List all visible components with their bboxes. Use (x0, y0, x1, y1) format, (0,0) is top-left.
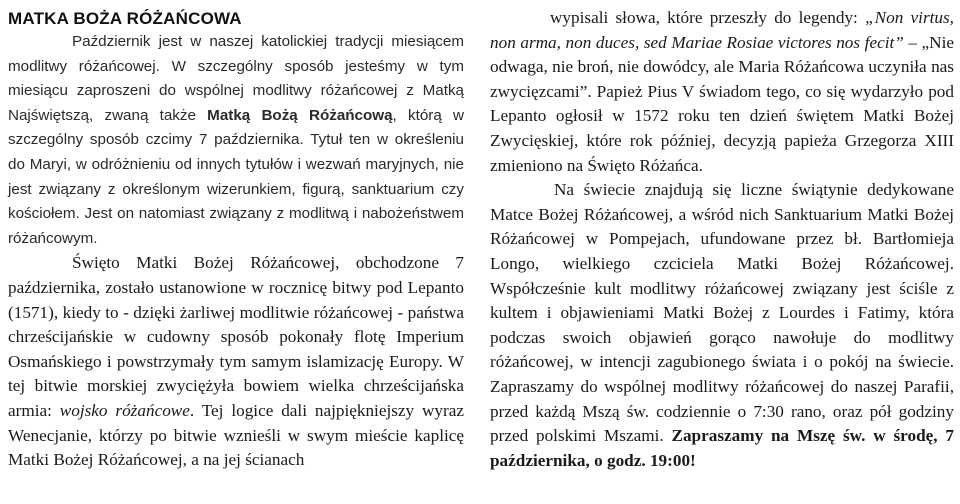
paragraph-invitation (490, 178, 954, 473)
article-title: MATKA BOŻA RÓŻAŃCOWA (8, 9, 242, 28)
paragraph-legend-italic: „Non virtus, non arma, non duces, sed Mariae Rosiae victores nos fecit” (490, 8, 954, 52)
paragraph-lepanto (8, 251, 464, 472)
right-column (490, 0, 954, 473)
paragraph-intro-text-1: Październik jest w naszej katolickiej tradycji miesiącem modlitwy różańcowej. W szczególny sposób jesteśmy w tym miesiącu zaproszeni do wspólnej modlitwy różańcowej z Matką Najświętszą, zwaną także (8, 33, 464, 124)
paragraph-legend (490, 6, 954, 178)
paragraph-intro-text-2: , którą w szczególny sposób czcimy 7 października. Tytuł ten w określeniu do Maryi, w odróżnieniu od innych tytułów i wezwań maryjnych, nie jest związany z określonym wizerunkiem, figurą, sanktuarium czy kościołem. Jest on natomiast związany z modlitwą i nabożeństwem różańcowym. (8, 106, 464, 247)
paragraph-lepanto-text-2: . Tej logice dali najpiękniejszy wyraz Wenecjanie, którzy po bitwie wznieśli w swym mieście kaplicę Matki Bożej Różańcowej, a na jej ścianach (8, 400, 465, 470)
paragraph-invitation-text: Na świecie znajdują się liczne świątynie dedykowane Matce Bożej Różańcowej, a wśród nich Sanktuarium Matki Bożej Różańcowej w Pompejach, ufundowane przez bł. Bartłomieja Longo, wielkiego czciciela Matki Bożej Różańcowej. Współcześnie kult modlitwy różańcowej związany jest ściśle z kultem i objawieniami Matki Bożej z Lourdes i Fatimy, która podczas swoich objawień gorąco nawołuje do modlitwy różańcowej, w intencji zagubionego świata i o pokój na świecie. Zapraszamy do wspólnej modlitwy różańcowej do naszej Parafii, przed każdą Mszą św. codziennie o 7:30 rano, oraz pół godziny przed polskimi Mszami. (490, 180, 954, 446)
paragraph-legend-text-2: – „Nie odwaga, nie broń, nie dowódcy, ale Maria Różańcowa uczyniła nas zwycięzcami”. Papież Pius V świadom tego, co się wydarzyło pod Lepanto ogłosił w 1572 roku ten dzień świętem Matki Bożej Zwycięskiej, które rok później, decyzją papieża Grzegorza XIII zmieniono na Święto Różańca. (490, 32, 954, 175)
paragraph-intro-bold: Matką Bożą Różańcową (207, 106, 393, 124)
paragraph-lepanto-italic: wojsko różańcowe (59, 400, 190, 420)
mass-invitation-bold: Zapraszamy na Mszę św. w środę, 7 października, o godz. 19:00! (490, 426, 954, 470)
paragraph-lepanto-text-1: Święto Matki Bożej Różańcowej, obchodzone 7 października, zostało ustanowione w rocznicę bitwy pod Lepanto (1571), kiedy to - dzięki żarliwej modlitwie różańcowej - państwa chrześcijańskie w cudowny sposób pokonały flotę Imperium Osmańskiego i powstrzymały tym samym islamizację Europy. W tej bitwie morskiej zwyciężyła bowiem wielka chrześcijańska armia: (8, 253, 464, 420)
paragraph-intro (8, 30, 464, 251)
paragraph-legend-text-1: wypisali słowa, które przeszły do legendy: (550, 8, 866, 27)
left-column (8, 0, 464, 473)
